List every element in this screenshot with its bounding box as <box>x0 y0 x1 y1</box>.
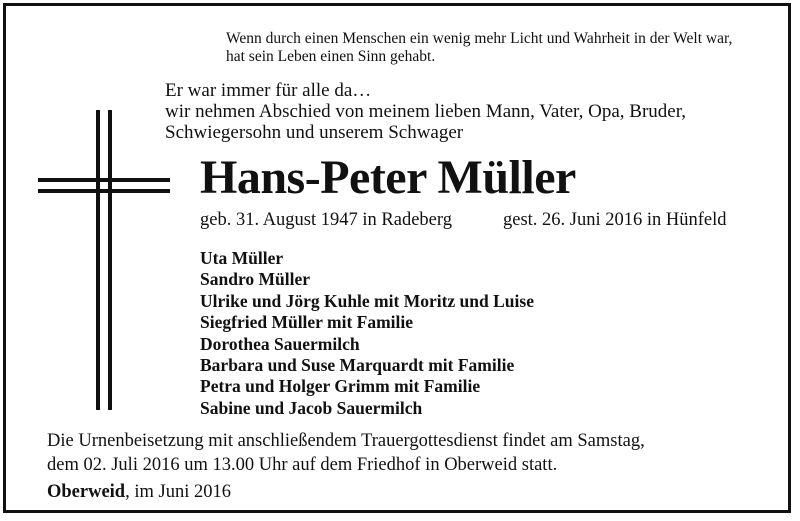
closing-date: , im Juni 2016 <box>125 482 231 502</box>
service-line-2: dem 02. Juli 2016 um 13.00 Uhr auf dem Friedhof in Oberweid statt. <box>47 455 558 475</box>
intro-line-2: wir nehmen Abschied von meinem lieben Mann, Vater, Opa, Bruder, <box>165 101 687 122</box>
mourner-item: Petra und Holger Grimm mit Familie <box>200 376 481 397</box>
quote-line-1: Wenn durch einen Menschen ein wenig mehr Licht und Wahrheit in der Welt war, <box>226 30 733 47</box>
closing-place: Oberweid <box>47 482 126 502</box>
service-info <box>47 429 645 477</box>
mourner-item: Siegfried Müller mit Familie <box>200 312 414 333</box>
mourners-list <box>200 248 534 419</box>
mourner-item: Uta Müller <box>200 248 284 268</box>
service-line-1: Die Urnenbeisetzung mit anschließendem Trauergottesdienst findet am Samstag, <box>47 431 645 451</box>
mourner-item: Ulrike und Jörg Kuhle mit Moritz und Luise <box>200 290 534 311</box>
deceased-name: Hans-Peter Müller <box>200 151 576 204</box>
closing-line <box>47 482 231 503</box>
mourner-item: Sandro Müller <box>200 269 311 290</box>
birth-info: geb. 31. August 1947 in Radeberg <box>200 210 452 230</box>
mourner-item: Dorothea Sauermilch <box>200 333 360 354</box>
quote-block <box>226 30 732 66</box>
intro-line-1: Er war immer für alle da… <box>165 80 372 101</box>
quote-line-2: hat sein Leben einen Sinn gehabt. <box>226 48 436 65</box>
mourner-item: Sabine und Jacob Sauermilch <box>200 397 423 418</box>
death-info: gest. 26. Juni 2016 in Hünfeld <box>503 210 727 230</box>
intro-line-3: Schwiegersohn und unserem Schwager <box>165 122 464 143</box>
intro-block <box>165 80 686 143</box>
mourner-item: Barbara und Suse Marquardt mit Familie <box>200 355 515 376</box>
